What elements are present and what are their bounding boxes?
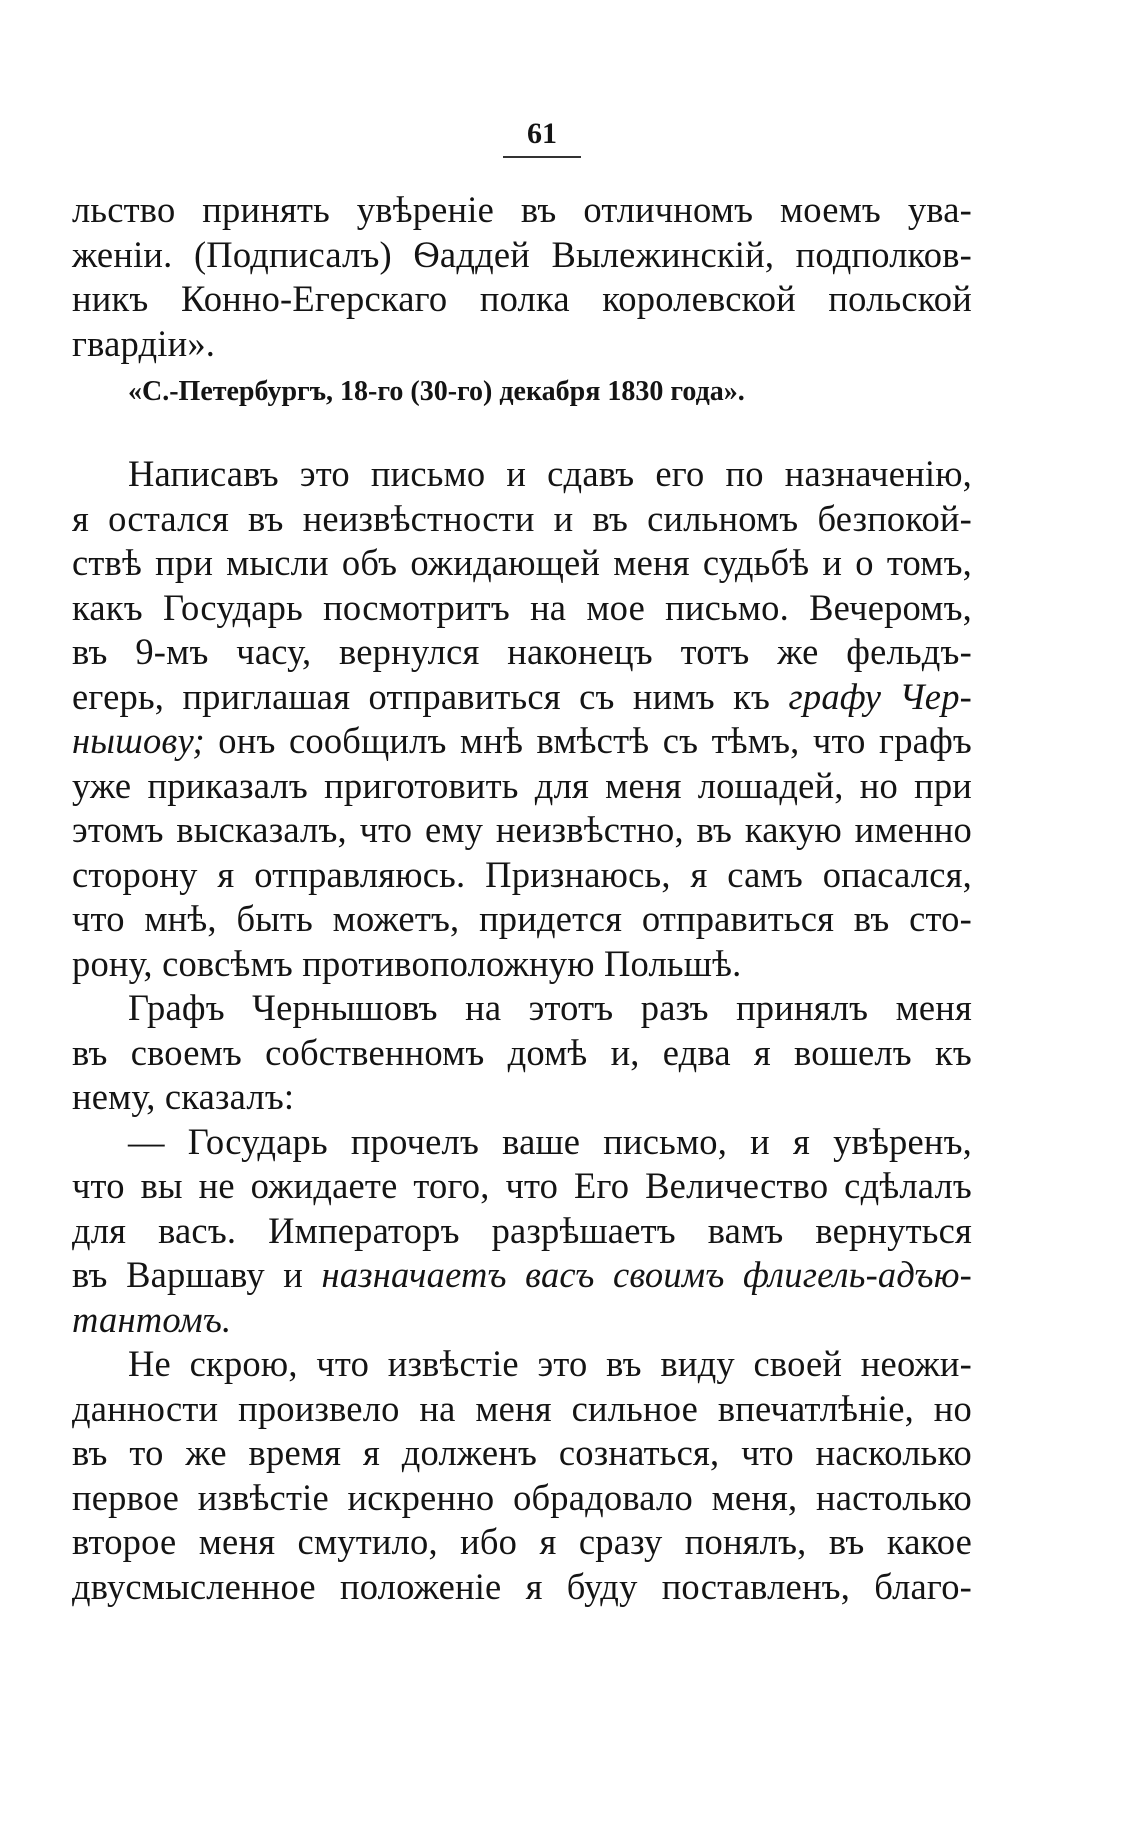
paragraph-2	[72, 986, 972, 1120]
paragraph-gap	[72, 412, 972, 452]
paragraph-1	[72, 452, 972, 986]
text-line: льство принять увѣреніе въ отличномъ моемъ ува-	[72, 189, 972, 230]
text-line-mixed	[72, 719, 972, 764]
text-segment: въ Варшаву и	[72, 1254, 304, 1295]
page-number: 61	[503, 118, 581, 158]
text-line: второе меня смутило, ибо я сразу понялъ, въ какое	[72, 1521, 972, 1562]
text-line: для васъ. Императоръ разрѣшаетъ вамъ вернуться	[72, 1209, 972, 1251]
text-line: что вы не ожидаете того, что Его Величество сдѣлалъ	[72, 1165, 972, 1206]
paragraph-4	[72, 1342, 972, 1609]
italic-segment: нышову;	[72, 720, 205, 761]
text-line: гвардіи».	[72, 322, 216, 364]
text-line: Написавъ это письмо и сдавъ его по назначенію,	[128, 453, 972, 494]
text-line: въ своемъ собственномъ домѣ и, едва я вошелъ къ	[72, 1031, 972, 1073]
text-line: въ 9-мъ часу, вернулся наконецъ тотъ же фельдъ-	[72, 631, 972, 672]
italic-segment: графу Чер-	[788, 675, 972, 717]
text-line: — Государь прочелъ ваше письмо, и я увѣренъ,	[128, 1120, 972, 1162]
text-line: рону, совсѣмъ противоположную Польшѣ.	[72, 942, 742, 984]
paragraph-3	[72, 1120, 972, 1343]
text-line: никъ Конно-Егерскаго полка королевской польской	[72, 278, 972, 319]
page-header	[72, 118, 972, 158]
book-page	[72, 118, 972, 1609]
text-segment: онъ сообщилъ мнѣ вмѣстѣ съ тѣмъ, что графъ	[218, 720, 972, 761]
text-line: первое извѣстіе искренно обрадовало меня, настолько	[72, 1476, 972, 1518]
text-line: въ то же время я долженъ сознаться, что насколько	[72, 1432, 972, 1473]
text-line: этомъ высказалъ, что ему неизвѣстно, въ какую именно	[72, 809, 972, 850]
text-line-italic: тантомъ.	[72, 1298, 232, 1340]
letter-dateline: «С.-Петербургъ, 18-го (30-го) декабря 1830 года».	[128, 376, 745, 407]
text-line: ствѣ при мысли объ ожидающей меня судьбѣ и о томъ,	[72, 542, 972, 583]
text-segment: егерь, приглашая отправиться съ нимъ къ	[72, 675, 771, 717]
text-line-mixed	[72, 1253, 972, 1298]
italic-segment: назначаетъ васъ своимъ флигель-адъю-	[321, 1254, 972, 1295]
text-line: Не скрою, что извѣстіе это въ виду своей неожи-	[128, 1343, 972, 1384]
text-line-mixed	[72, 675, 972, 720]
text-line: я остался въ неизвѣстности и въ сильномъ безпокой-	[72, 497, 972, 539]
text-line: какъ Государь посмотритъ на мое письмо. Вечеромъ,	[72, 586, 972, 628]
text-line: что мнѣ, быть можетъ, придется отправиться въ сто-	[72, 898, 972, 939]
text-line: данности произвело на меня сильное впечатлѣніе, но	[72, 1387, 972, 1429]
text-line: сторону я отправляюсь. Признаюсь, я самъ опасался,	[72, 853, 972, 895]
paragraph-letter-ending	[72, 188, 972, 366]
text-line: нему, сказалъ:	[72, 1076, 295, 1117]
text-line: уже приказалъ приготовить для меня лошадей, но при	[72, 764, 972, 806]
text-line: Графъ Чернышовъ на этотъ разъ принялъ меня	[128, 987, 972, 1028]
text-line: женіи. (Подписалъ) Ѳаддей Вылежинскій, подполков-	[72, 233, 972, 275]
text-line: двусмысленное положеніе я буду поставленъ, благо-	[72, 1565, 972, 1607]
